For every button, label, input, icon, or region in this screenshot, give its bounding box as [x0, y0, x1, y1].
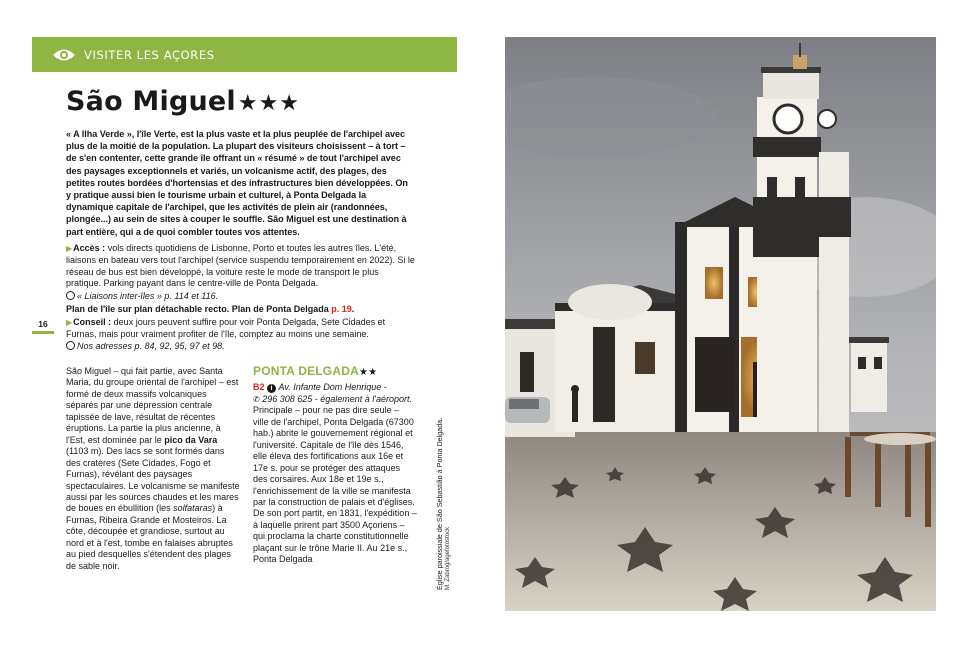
- acces-label: Accès :: [73, 243, 106, 253]
- col1-text-1: São Miguel – qui fait partie, avec Santa Maria, du groupe oriental de l'archipel – est formé de deux massifs volcaniques séparés par une dépression centrale tapissée de lave, résultat de récentes éruptions. La partie la plus ancienne, à l'Est, est dominée par le: [66, 366, 239, 445]
- map-grid-badge: B2: [253, 382, 265, 393]
- body-column-2: [253, 366, 417, 566]
- guide-reference-icon: [66, 291, 75, 300]
- plan-line: [66, 304, 416, 316]
- adresses-reference: [66, 341, 416, 353]
- solfataras: solfataras: [173, 503, 213, 514]
- phone-icon: ✆: [253, 394, 260, 404]
- arrow-icon: ▶: [66, 317, 73, 327]
- section-title-text: PONTA DELGADA: [253, 364, 359, 378]
- pico-da-vara: pico da Vara: [164, 434, 218, 445]
- acces-ref-text: « Liaisons inter-îles » p. 114 et 116.: [77, 291, 219, 302]
- caption-text: Église paroissiale de São Sebastião à Ponta Delgada.: [435, 417, 444, 590]
- plan-page-link[interactable]: p. 19: [331, 303, 352, 314]
- section-banner: [32, 37, 457, 72]
- practical-info: [66, 243, 416, 354]
- page-title: [66, 86, 300, 117]
- church-photo: [505, 37, 936, 611]
- phone-text: 296 308 625 - également à l'aéroport.: [262, 393, 413, 404]
- body-column-1: [66, 366, 240, 572]
- col2-body: Principale – pour ne pas dire seule – ville de l'archipel, Ponta Delgada (67300 hab.) abrite le gouvernement régional et l'université. Capitale de l'île dès 1546, elle éleva des fortifications aux 16e et 17e s. pour se protéger des attaques des corsaires. Aux 18e et 19e s., l'enrichissement de la ville se manifesta par la construction de palais et d'églises. De son port partit, en 1831, l'expédition – à laquelle prirent part 3500 Açoriens – qui proclama la charte constitutionnelle plaçant sur le trône Marie II. Au 21e s., Ponta Delgada: [253, 405, 417, 565]
- info-icon: i: [267, 384, 276, 393]
- intro-paragraph: [66, 128, 414, 238]
- guide-reference-icon: [66, 341, 75, 350]
- conseil-label: Conseil :: [73, 316, 112, 327]
- phone-line: [253, 394, 417, 405]
- title-stars: ★★★: [237, 91, 301, 116]
- col1-text-3: ) à Furnas, Ribeira Grande et Mosteiros. La côte, découpée et grandiose, surtout au nord et à l'est, tombe en falaises abruptes au pied desquelles s'étendent des plages de sable noir.: [66, 503, 233, 571]
- banner-label: VISITER LES AÇORES: [84, 47, 215, 62]
- acces-paragraph: [66, 243, 416, 290]
- photo-caption: [423, 400, 451, 590]
- address-line: [253, 382, 417, 393]
- caption-credit: M. Zabrog/agefotostock: [445, 526, 451, 590]
- page-number-bar: [32, 331, 54, 334]
- plan-end: .: [351, 303, 355, 314]
- conseil-paragraph: [66, 317, 416, 341]
- section-title: [253, 366, 417, 378]
- page-number: 16: [38, 319, 48, 329]
- eye-icon: [52, 48, 76, 62]
- title-text: São Miguel: [66, 86, 236, 117]
- acces-text: vols directs quotidiens de Lisbonne, Porto et toutes les autres îles. L'été, liaisons en bateau vers tout l'archipel (service suspendu temporairement en 2022). Si le réseau de bus est bien développé, la voiture reste le mode de transport le plus pratique. Parking payant dans le centre-ville de Ponta Delgada.: [66, 243, 415, 289]
- section-stars: ★★: [358, 367, 378, 378]
- arrow-icon: ▶: [66, 244, 73, 253]
- acces-reference: [66, 291, 416, 303]
- plan-text: Plan de l'île sur plan détachable recto. Plan de Ponta Delgada: [66, 303, 332, 314]
- col1-text-2: (1103 m). Des lacs se sont formés dans des cratères (Sete Cidades, Fogo et Furnas), révélant des paysages spectaculaires. Le volcanisme se manifeste aussi par les sources chaudes et les mares de boues en ébullition (les: [66, 446, 240, 514]
- adresses-ref-text: Nos adresses p. 84, 92, 95, 97 et 98.: [77, 341, 225, 352]
- intro-text: « A Ilha Verde », l'île Verte, est la plus vaste et la plus peuplée de l'archipel avec plus de la moitié de la population. La plupart des visiteurs choisissent – à tort – de s'en contenter, cette grande île offrant un « résumé » de tout l'archipel avec des paysages exceptionnels et variés, un volcanisme actif, des plages, des petites routes bordées d'hortensias et des infrastructures bien développées. On y pratique aussi bien le tourisme urbain et culturel, à Ponta Delgada la dynamique capitale de l'archipel, que les activités de plein air (randonnées, plongée...) au sein de sites à couper le souffle. São Miguel est une destination à part entière, qui a de quoi combler toutes vos attentes.: [66, 129, 408, 237]
- conseil-text: deux jours peuvent suffire pour voir Ponta Delgada, Sete Cidades et Furnas, mais pour vraiment profiter de l'île, comptez au moins une semaine.: [66, 316, 386, 339]
- address-text: Av. Infante Dom Henrique -: [278, 382, 387, 393]
